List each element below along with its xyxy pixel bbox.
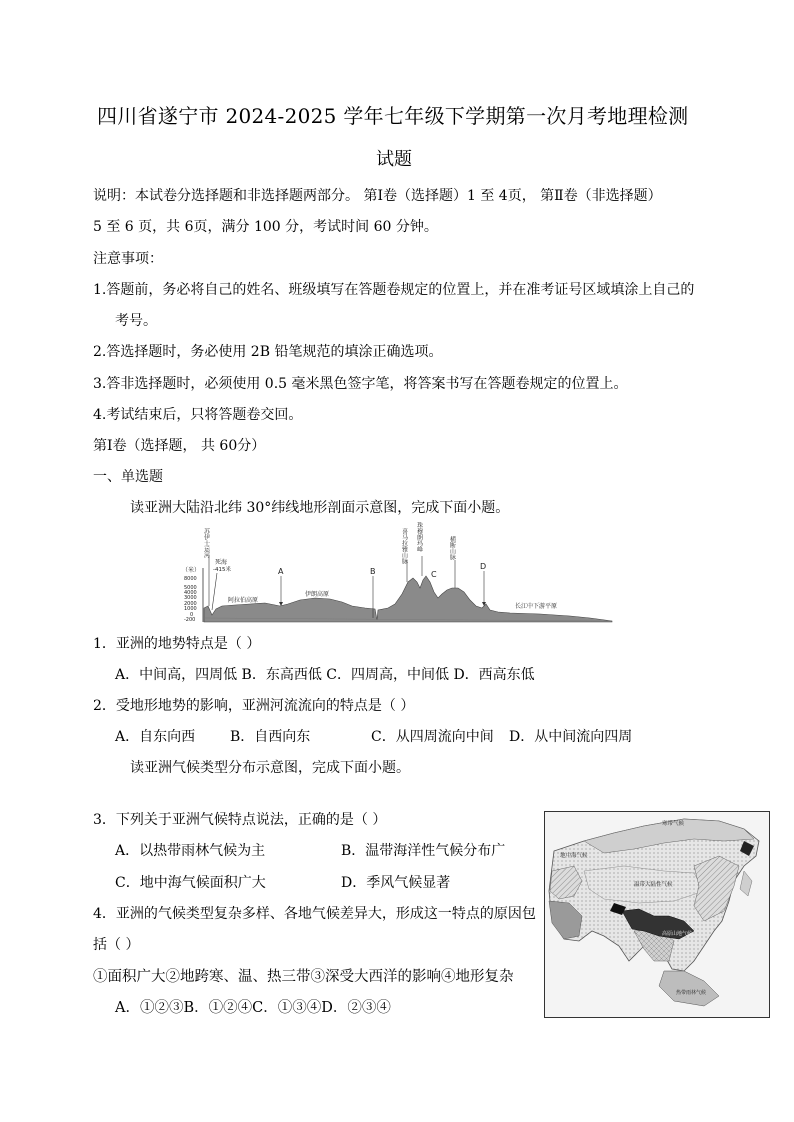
label-arabian-plateau: 阿拉伯高原: [228, 597, 259, 604]
profile-tick: 8000: [184, 576, 197, 582]
notes-item-2: 2.答选择题时，务必使用 2B 铅笔规范的填涂正确选项。: [93, 344, 443, 360]
notes-item-1-cont: 考号。: [115, 313, 157, 329]
q2-option-b: B．自西向东: [230, 729, 311, 745]
label-suez: 苏伊士运河: [202, 528, 210, 558]
label-iran-plateau: 伊朗高原: [305, 591, 330, 598]
label-hengduan: 横断山脉: [448, 536, 456, 560]
profile-tick: 3000: [184, 595, 197, 601]
label-dead-sea: 死海: [215, 559, 228, 566]
q1-stem: 1．亚洲的地势特点是（ ）: [93, 636, 261, 652]
page-title-line1: 四川省遂宁市 2024-2025 学年七年级下学期第一次月考地理检测: [97, 104, 689, 128]
profile-tick: 1000: [184, 606, 197, 612]
q3-option-c: C．地中海气候面积广大: [115, 875, 266, 891]
profile-caption: 读亚洲大陆沿北纬 30°纬线地形剖面示意图，完成下面小题。: [130, 500, 510, 516]
marker-B: B: [370, 567, 376, 576]
label-everest: 珠穆朗玛峰: [415, 522, 423, 552]
map-label-tundra: 寒带气候: [662, 821, 685, 827]
climate-intro: 读亚洲气候类型分布示意图，完成下面小题。: [130, 760, 410, 776]
terrain-profile-shape: [204, 576, 612, 622]
marker-D: D: [480, 562, 487, 571]
asia-climate-map: [544, 811, 770, 1018]
notes-item-4: 4.考试结束后，只将答题卷交回。: [93, 407, 303, 423]
marker-A: A: [278, 567, 284, 576]
intro-line2: 5 至 6 页，共 6页，满分 100 分，考试时间 60 分钟。: [93, 219, 438, 235]
q4-stem: 4．亚洲的气候类型复杂多样、各地气候差异大，形成这一特点的原因包: [93, 906, 536, 922]
profile-tick: 2000: [184, 601, 197, 607]
q3-option-a: A．以热带雨林气候为主: [115, 843, 266, 859]
notes-item-1: 1.答题前，务必将自己的姓名、班级填写在答题卷规定的位置上，并在准考证号区域填涂上自己的: [93, 282, 695, 298]
q2-stem: 2．受地形地势的影响，亚洲河流流向的特点是（ ）: [93, 698, 415, 714]
notes-item-3: 3.答非选择题时，必须使用 0.5 毫米黑色签字笔，将答案书写在答题卷规定的位置上。: [93, 376, 628, 392]
q4-options: A．①②③B．①②④C．①③④D．②③④: [115, 1000, 391, 1016]
q3-option-b: B．温带海洋性气候分布广: [341, 843, 506, 859]
notes-heading: 注意事项：: [93, 251, 163, 267]
map-label-mediterranean: 地中海气候: [560, 853, 588, 859]
map-label-rainforest: 热带雨林气候: [676, 990, 707, 996]
map-label-highland: 高原山地气候: [662, 931, 693, 937]
q2-option-c: C．从四周流向中间: [371, 729, 494, 745]
marker-C: C: [431, 570, 437, 579]
profile-unit-label: （米）: [182, 567, 201, 574]
q4-stem-cont: 括（ ）: [93, 937, 140, 953]
label-himalaya: 喜马拉雅山脉: [400, 528, 408, 564]
profile-tick: -200: [184, 617, 196, 623]
q4-reasons: ①面积广大②地跨寒、温、热三带③深受大西洋的影响④地形复杂: [93, 969, 514, 985]
section-part1: 第Ⅰ卷（选择题， 共 60分）: [93, 438, 266, 454]
q3-stem: 3．下列关于亚洲气候特点说法，正确的是（ ）: [93, 812, 387, 828]
map-label-continental: 温带大陆性气候: [634, 882, 673, 888]
q3-option-d: D．季风气候显著: [341, 875, 451, 891]
profile-tick: 4000: [184, 590, 197, 596]
profile-tick: 0: [190, 612, 194, 618]
profile-tick: 5000: [184, 585, 197, 591]
q2-option-d: D．从中间流向四周: [509, 729, 633, 745]
label-dead-sea-depth: -415米: [213, 567, 231, 573]
q1-options: A．中间高，四周低 B．东高西低 C．四周高，中间低 D．西高东低: [115, 667, 535, 683]
q2-option-a: A．自东向西: [115, 729, 196, 745]
terrain-profile-figure: [180, 520, 615, 626]
page-title-line2: 试题: [376, 149, 412, 170]
label-yangtze-plain: 长江中下游平原: [515, 603, 558, 610]
intro-line1: 说明：本试卷分选择题和非选择题两部分。 第Ⅰ卷（选择题）1 至 4页， 第Ⅱ卷（非选择题）: [93, 188, 662, 204]
section-type: 一、单选题: [93, 469, 163, 485]
